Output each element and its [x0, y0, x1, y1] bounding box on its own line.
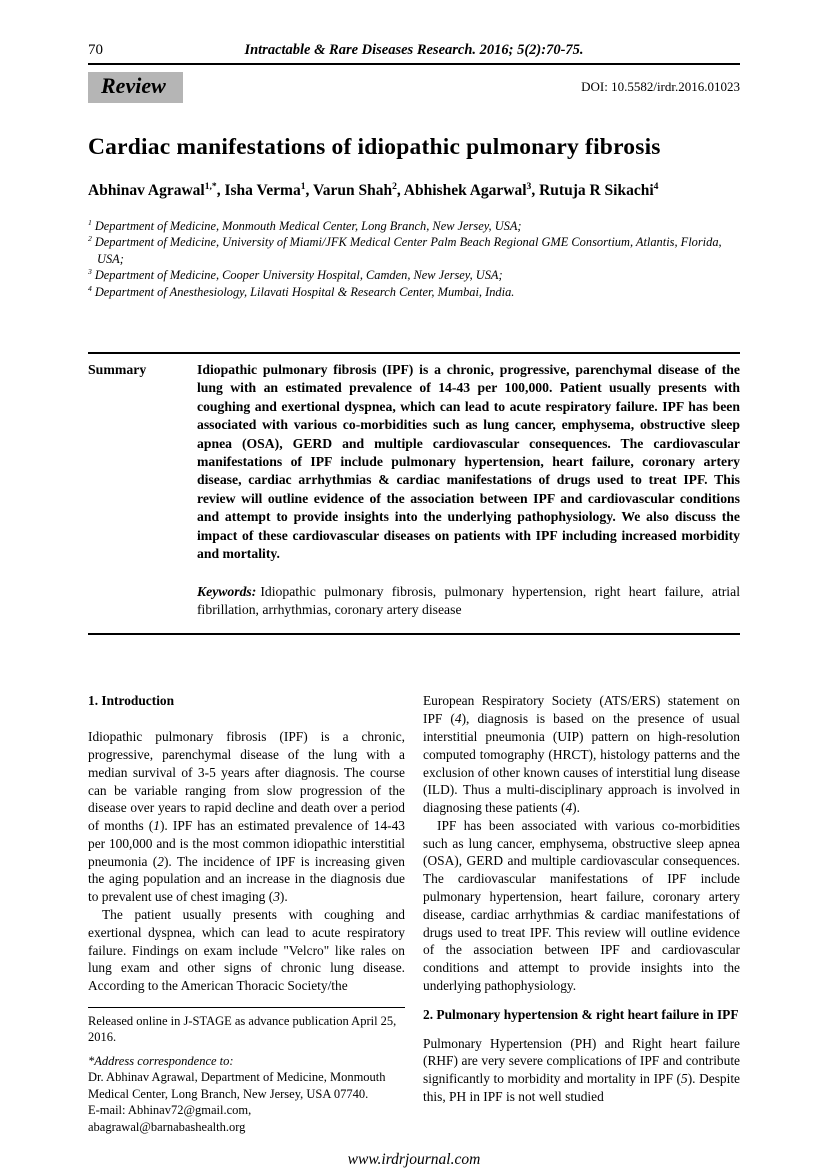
summary-text: Idiopathic pulmonary fibrosis (IPF) is a chronic, progressive, parenchymal disease of the lung with an estimated prevalence of 14-43 per 100,000. Patient usually presents with coughing and exertional dyspnea, which can lead to acute respiratory failure. IPF has been associated with various co-morbidities such as lung cancer, emphysema, obstructive sleep apnea (OSA), GERD and multiple cardiovascular consequences. The cardiovascular manifestations of IPF include pulmonary hypertension, heart failure, coronary artery disease, cardiac arrhythmias & cardiac manifestations of drugs used to treat IPF. This review will outline evidence of the association between IPF and cardiovascular conditions and attempt to provide insights into the underlying pathophysiology. We also discuss the impact of these cardiovascular diseases on patients with IPF including increased morbidity and mortality.: [197, 362, 740, 562]
column-spacer: [88, 995, 405, 1007]
section-heading-introduction: 1. Introduction: [88, 693, 175, 709]
affiliations-list: [88, 218, 740, 300]
body-paragraph: Idiopathic pulmonary fibrosis (IPF) is a chronic, progressive, parenchymal disease of the lung with a median survival of 3-5 years after diagnosis. The course can be variable ranging from slow progression of the disease over years to rapid decline and death over a period of months (1). IPF has an estimated prevalence of 14-43 per 100,000 and is the most common idiopathic interstitial pneumonia (2). The incidence of IPF is increasing given the aging population and an increase in the diagnosis due to prevalent use of chest imaging (3).: [88, 729, 405, 905]
affiliation-item: [88, 234, 740, 267]
journal-url: www.irdrjournal.com: [347, 1150, 481, 1168]
body-paragraph: The patient usually presents with coughing and exertional dyspnea, which can lead to acute respiratory failure. Findings on exam include "Velcro" like rales on lung exam and other signs of chronic lung disease. According to the American Thoracic Society/the: [88, 907, 405, 994]
page-header: [88, 42, 740, 59]
keywords-line: [197, 583, 740, 620]
body-paragraph: European Respiratory Society (ATS/ERS) statement on IPF (4), diagnosis is based on the presence of usual interstitial pneumonia (UIP) pattern on high-resolution computed tomography (HRCT), histology patterns and the exclusion of other known causes of interstitial lung disease (ILD). Thus a multi-disciplinary approach is involved in diagnosing these patients (4).: [423, 693, 740, 816]
affiliation-number: 1: [88, 217, 92, 227]
footnote-released: Released online in J-STAGE as advance publication April 25, 2016.: [88, 1014, 397, 1045]
left-column: [88, 692, 405, 1135]
article-body: [88, 692, 740, 1135]
affiliation-text: Department of Medicine, Monmouth Medical Center, Long Branch, New Jersey, USA;: [94, 219, 522, 233]
article-type-badge: Review: [88, 72, 183, 103]
summary-body: [197, 361, 740, 619]
section-heading-pulmonary-hypertension: 2. Pulmonary hypertension & right heart failure in IPF: [423, 1006, 739, 1022]
affiliation-number: 3: [88, 267, 92, 277]
badge-row: [88, 72, 740, 103]
summary-block: [88, 352, 740, 635]
page-number: 70: [88, 42, 103, 58]
header-rule: [88, 63, 740, 65]
journal-citation: Intractable & Rare Diseases Research. 2016; 5(2):70-75.: [244, 42, 584, 58]
footnote-correspondence-address: Dr. Abhinav Agrawal, Department of Medicine, Monmouth Medical Center, Long Branch, New Jersey, USA 07740.: [88, 1070, 386, 1101]
keywords-label: Keywords:: [197, 583, 257, 599]
body-paragraph: Pulmonary Hypertension (PH) and Right heart failure (RHF) are very severe complications of IPF and contribute significantly to morbidity and mortality in IPF (5). Despite this, PH in IPF is not well studied: [423, 1035, 740, 1105]
affiliation-number: 2: [88, 234, 92, 244]
body-paragraph: IPF has been associated with various co-morbidities such as lung cancer, emphysema, obstructive sleep apnea (OSA), GERD and multiple cardiovascular consequences. The cardiovascular manifestations of IPF include pulmonary hypertension, heart failure, coronary artery disease, cardiac arrhythmias & cardiac manifestations of drugs used to treat IPF. This review will outline evidence of the association between IPF and cardiovascular conditions and attempt to provide insights into the underlying pathophysiology.: [423, 817, 740, 994]
footnote-correspondence-label: *Address correspondence to:: [88, 1053, 234, 1068]
affiliation-item: [88, 267, 740, 283]
footnote-block: [88, 1007, 405, 1135]
affiliation-item: [88, 218, 740, 234]
affiliation-text: Department of Medicine, University of Miami/JFK Medical Center Palm Beach Regional GME Consortium, Atlantis, Florida, USA;: [94, 235, 722, 266]
summary-label: Summary: [88, 362, 147, 378]
article-title: Cardiac manifestations of idiopathic pulmonary fibrosis: [88, 134, 661, 160]
affiliation-item: [88, 284, 740, 300]
affiliation-text: Department of Anesthesiology, Lilavati Hospital & Research Center, Mumbai, India.: [94, 284, 515, 299]
footnote-email: E-mail: Abhinav72@gmail.com, abagrawal@barnabashealth.org: [88, 1103, 252, 1134]
affiliation-text: Department of Medicine, Cooper University Hospital, Camden, New Jersey, USA;: [94, 268, 503, 283]
keywords-text: Idiopathic pulmonary fibrosis, pulmonary hypertension, right heart failure, atrial fibrillation, arrhythmias, coronary artery disease: [197, 583, 740, 617]
authors-line: Abhinav Agrawal$^{1,*}$, Isha Verma$^1$, Varun Shah$^2$, Abhishek Agarwal$^3$, Rutuja R Sikachi$^4$: [88, 180, 659, 199]
doi-text: DOI: 10.5582/irdr.2016.01023: [581, 79, 740, 94]
page-footer: [88, 1151, 740, 1169]
right-column: [423, 692, 740, 1135]
affiliation-number: 4: [88, 283, 92, 293]
